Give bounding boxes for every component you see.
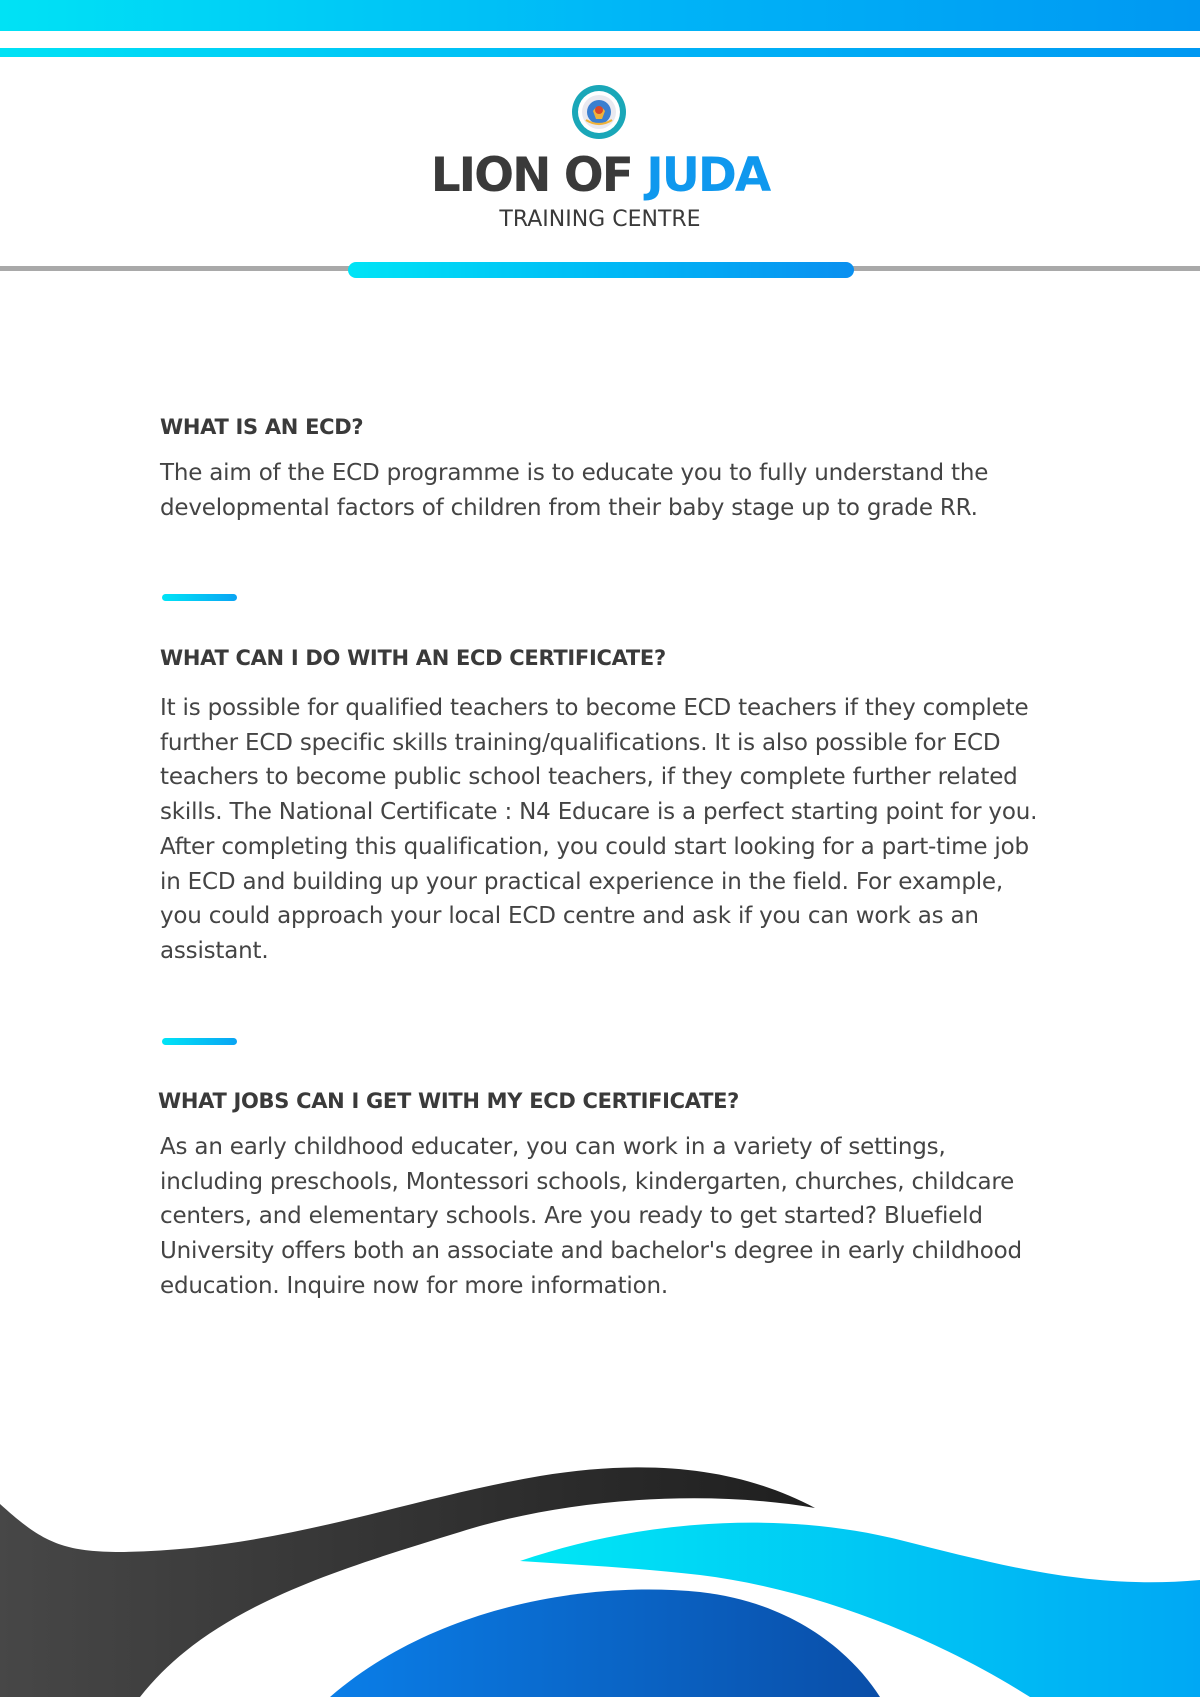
section-separator [162,594,237,601]
brand-title-accent: JUDA [646,148,770,203]
top-accent-stripe [0,48,1200,57]
brand-subtitle: TRAINING CENTRE [499,207,701,232]
section-heading: WHAT IS AN ECD? [160,415,364,439]
crest-emblem-icon [571,84,627,140]
section-heading: WHAT CAN I DO WITH AN ECD CERTIFICATE? [160,646,666,670]
brand-title [0,146,1200,206]
section-body: The aim of the ECD programme is to educate you to fully understand the developmental factors of children from their baby stage up to grade RR. [160,460,989,521]
header-divider-accent [348,262,854,278]
section-what-jobs [158,1086,1038,1304]
section-what-is-ecd [160,412,1040,525]
section-separator [162,1038,237,1045]
section-body: It is possible for qualified teachers to become ECD teachers if they complete further ECD specific skills training/qualifications. It is also possible for ECD teachers to become public school teachers, if they complete further related skills. The National Certificate : N4 Educare is a perfect starting point for you. After completing this qualification, you could start looking for a part-time job in ECD and building up your practical experience in the field. For example, you could approach your local ECD centre and ask if you can work as an assistant. [160,695,1038,964]
section-heading: WHAT JOBS CAN I GET WITH MY ECD CERTIFICATE? [158,1089,740,1113]
footer-wave-decoration [0,1440,1200,1697]
top-accent-bar [0,0,1200,31]
section-body: As an early childhood educater, you can work in a variety of settings, including preschools, Montessori schools, kindergarten, churches, childcare centers, and elementary schools. Are you ready to get started? Bluefield University offers both an associate and bachelor's degree in early childhood education. Inquire now for more information. [160,1134,1022,1299]
brand-title-main: LION OF [430,148,632,203]
section-what-can-i-do [160,643,1040,969]
